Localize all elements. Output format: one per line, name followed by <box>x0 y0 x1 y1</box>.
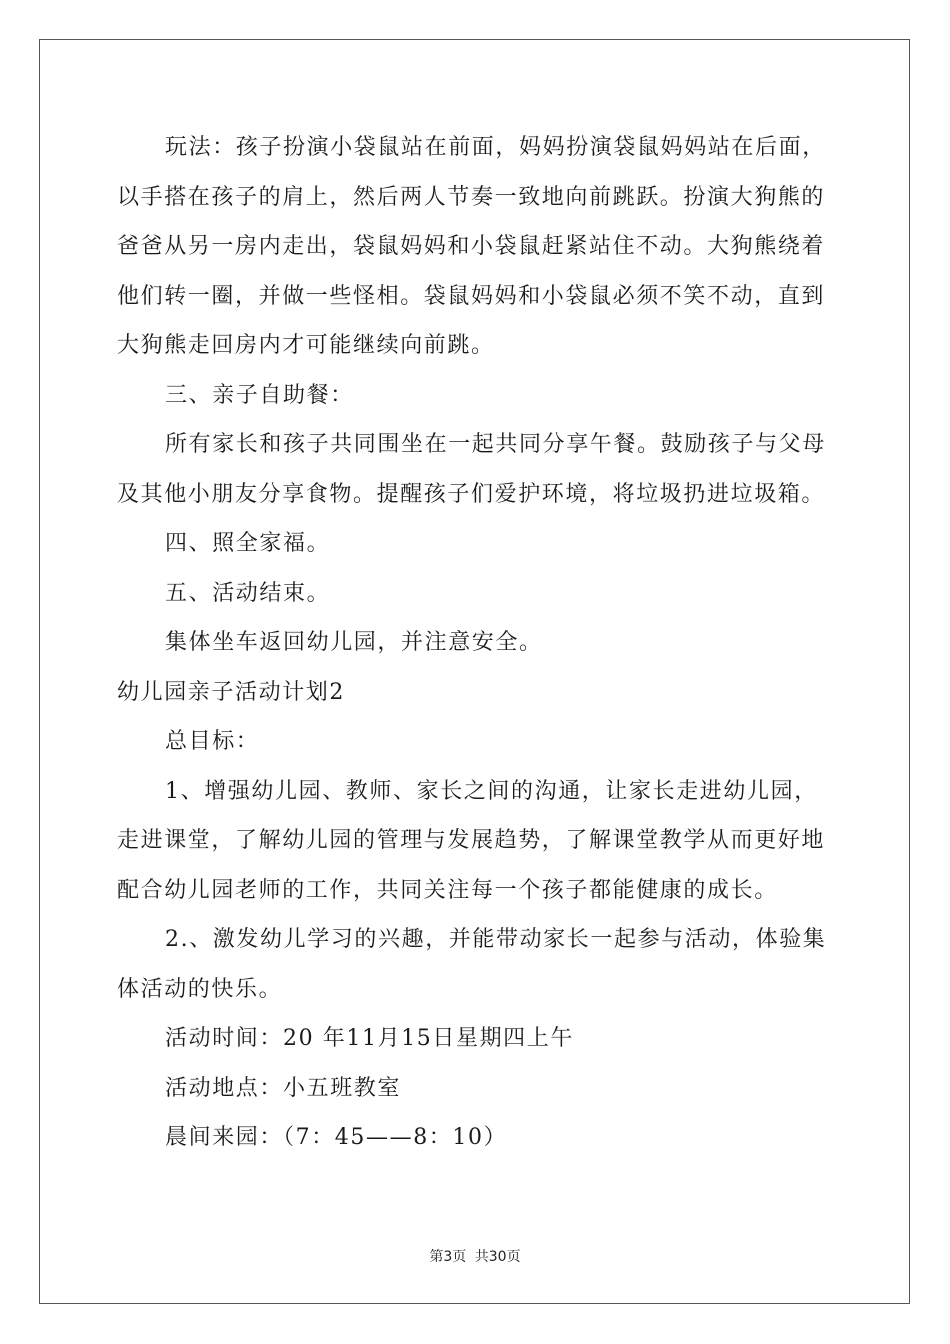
paragraph-line: 集体坐车返回幼儿园，并注意安全。 <box>165 630 543 655</box>
paragraph-line: 爸爸从另一房内走出，袋鼠妈妈和小袋鼠赶紧站住不动。大狗熊绕着 <box>117 234 826 259</box>
section-heading: 四、照全家福。 <box>165 531 331 556</box>
paragraph-line: 他们转一圈，并做一些怪相。袋鼠妈妈和小袋鼠必须不笑不动，直到 <box>117 283 826 309</box>
document-body <box>117 123 837 1163</box>
section-heading: 总目标： <box>165 729 260 754</box>
total-pages: 共30页 <box>474 1249 521 1265</box>
document-title: 幼儿园亲子活动计划2 <box>117 679 345 705</box>
paragraph-line: 玩法：孩子扮演小袋鼠站在前面，妈妈扮演袋鼠妈妈站在后面， <box>165 135 826 160</box>
page-footer <box>0 1246 950 1266</box>
paragraph-line: 配合幼儿园老师的工作，共同关注每一个孩子都能健康的成长。 <box>117 877 778 903</box>
activity-time: 活动时间：20 年11月15日星期四上午 <box>165 1026 574 1051</box>
paragraph-line: 所有家长和孩子共同围坐在一起共同分享午餐。鼓励孩子与父母 <box>165 432 826 457</box>
paragraph-line: 及其他小朋友分享食物。提醒孩子们爱护环境，将垃圾扔进垃圾箱。 <box>117 481 826 507</box>
paragraph-line: 1、增强幼儿园、教师、家长之间的沟通，让家长走进幼儿园， <box>165 778 818 804</box>
paragraph-line: 大狗熊走回房内才可能继续向前跳。 <box>117 333 495 358</box>
page-number: 第3页 <box>429 1249 467 1265</box>
activity-location: 活动地点：小五班教室 <box>165 1075 402 1101</box>
paragraph-line: 走进课堂，了解幼儿园的管理与发展趋势，了解课堂教学从而更好地 <box>117 828 826 853</box>
paragraph-line: 以手搭在孩子的肩上，然后两人节奏一致地向前跳跃。扮演大狗熊的 <box>117 184 826 210</box>
paragraph-line: 体活动的快乐。 <box>117 976 283 1002</box>
paragraph-line: 2.、激发幼儿学习的兴趣，并能带动家长一起参与活动，体验集 <box>165 927 827 952</box>
section-heading: 五、活动结束。 <box>165 580 331 606</box>
morning-arrival: 晨间来园：（7：45——8：10） <box>165 1125 508 1150</box>
section-heading: 三、亲子自助餐： <box>165 382 354 408</box>
